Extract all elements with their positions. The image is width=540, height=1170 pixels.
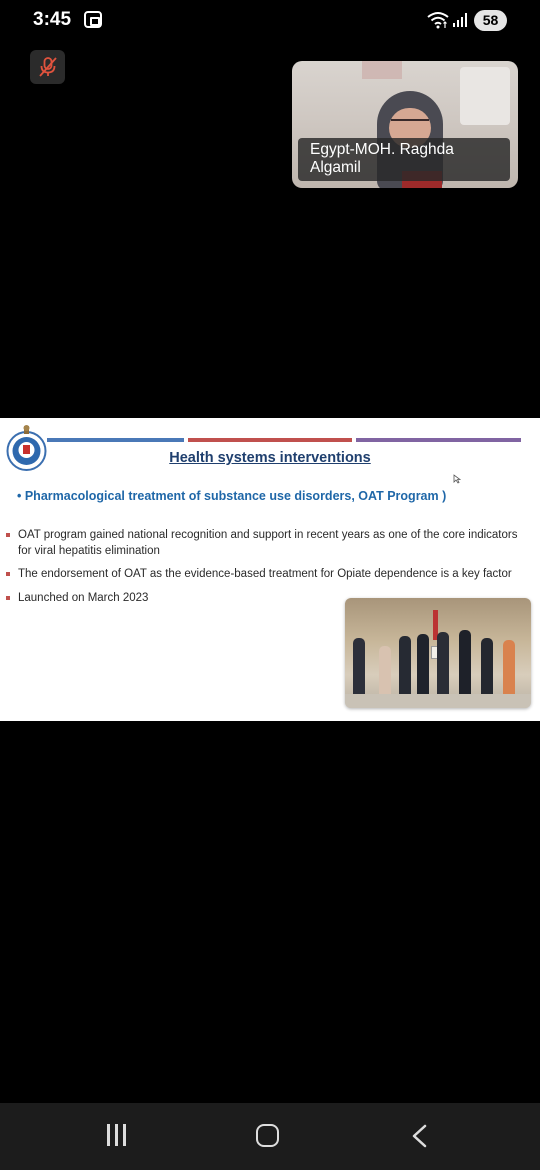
photo-person [437, 632, 449, 698]
slide-title: Health systems interventions [169, 450, 371, 466]
header-bar-red [188, 438, 352, 442]
photo-person [399, 636, 411, 698]
photo-person [459, 630, 471, 698]
participant-glasses [391, 119, 429, 127]
bullet-item: The endorsement of OAT as the evidence-based treatment for Opiate dependence is a key factor [6, 567, 522, 583]
photo-person [379, 646, 391, 698]
cursor-icon [453, 474, 461, 484]
signal-icon [452, 12, 468, 28]
background-decoration [362, 61, 402, 79]
status-bar [0, 0, 540, 40]
recent-apps-icon[interactable] [105, 1124, 129, 1146]
photo-person [503, 640, 515, 698]
mic-off-icon [37, 56, 59, 78]
participant-name-label [298, 138, 510, 181]
battery-badge: 58 [474, 10, 507, 31]
shared-screen-slide [0, 418, 540, 721]
slide-subtitle: • Pharmacological treatment of substance use disorders, OAT Program ) [17, 489, 447, 503]
launch-event-photo [345, 598, 531, 708]
bullet-item: Launched on March 2023 [6, 591, 522, 607]
back-icon[interactable] [410, 1124, 428, 1148]
participant-name-line1: Egypt-MOH. Raghda [310, 141, 454, 158]
home-icon[interactable] [256, 1124, 279, 1147]
wifi-icon [426, 11, 450, 29]
mute-button[interactable] [30, 50, 65, 84]
photo-person [481, 638, 493, 698]
header-bar-blue [47, 438, 184, 442]
photo-person [353, 638, 365, 698]
participant-video-tile[interactable] [292, 61, 518, 188]
participant-name-line2: Algamil [310, 159, 361, 176]
header-bar-purple [356, 438, 521, 442]
screen-cast-icon [84, 11, 102, 28]
bullet-item: OAT program gained national recognition and support in recent years as one of the core indicators for viral hepatitis elimination [6, 528, 522, 559]
status-time: 3:45 [33, 9, 72, 30]
background-panel [460, 67, 510, 125]
photo-person [417, 634, 429, 698]
navigation-bar [0, 1103, 540, 1170]
photo-floor [345, 694, 531, 708]
